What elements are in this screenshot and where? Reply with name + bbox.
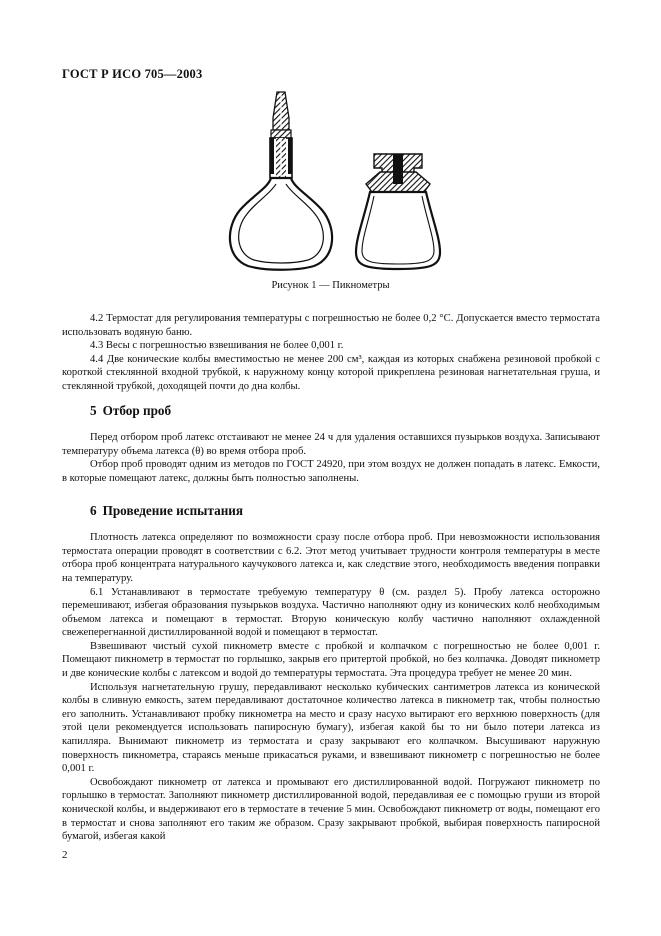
paragraph: Отбор проб проводят одним из методов по ГОСТ 24920, при этом воздух не должен попадать в латекс. Емкости, в которые помещают латекс, должны быть полностью заполнены.	[62, 459, 600, 484]
paragraph: Перед отбором проб латекс отстаивают не менее 24 ч для удаления оставшихся пузырьков воздуха. Записывают температуру объема латекса (θ) во время отбора проб.	[62, 432, 600, 457]
paragraph-6-1: 6.1 Устанавливают в термостате требуемую температуру θ (см. раздел 5). Пробу латекса осторожно перемешивают, избегая образования пузырьков воздуха. Частично наполняют одну из конических колб необходимым объемом латекса и помещают в термостат. Вторую коническую колбу частично наполняют охлажденной свежеперегнанной дистиллированной водой и помещают в термостат.	[62, 586, 600, 639]
paragraph: Используя нагнетательную грушу, передавливают несколько кубических сантиметров латекса из конической колбы в сливную емкость, затем передавливают достаточное количество латекса в пикнометр так, чтобы полностью его заполнить. Устанавливают пробку пикнометра на место и сразу насухо вытирают его верхнюю поверхность (для этой цели рекомендуется использовать папиросную бумагу), избегая какой бы то ни было потери латекса из капилляра. Вынимают пикнометр из термостата и сразу закрывают его колпачком. Высушивают наружную поверхность пикнометра, стараясь меньше прикасаться руками, и взвешивают пикнометр с погрешностью не более 0,001 г.	[62, 681, 600, 775]
section-heading-6	[90, 504, 600, 518]
paragraph-4-3: 4.3 Весы с погрешностью взвешивания не более 0,001 г.	[90, 340, 344, 352]
section-number: 6	[90, 502, 97, 518]
figure-pycnometers	[0, 88, 661, 273]
section-number: 5	[90, 402, 97, 418]
paragraph: Плотность латекса определяют по возможности сразу после отбора проб. При невозможности использования термостата операции проводят в соответствии с 6.2. Этот метод учитывает трудности контроля температуры в месте отбора проб концентрата натурального каучукового латекса и, как следствие этого, необходимость введения поправки на температуру.	[62, 532, 600, 584]
section-title: Проведение испытания	[102, 502, 244, 518]
pycnometer-with-capillary-stopper-icon	[230, 92, 332, 270]
paragraph: Взвешивают чистый сухой пикнометр вместе с пробкой и колпачком с погрешностью не более 0,001 г. Помещают пикнометр в термостат по горлышко, закрыв его притертой пробкой, но без колпачка. Доводят пикнометр и две конические колбы с латексом и водой до температуры термостата. Эта процедура требует не менее 20 мин.	[62, 640, 600, 680]
figure-caption: Рисунок 1 — Пикнометры	[271, 280, 390, 291]
paragraph: Освобождают пикнометр от латекса и промывают его дистиллированной водой. Погружают пикнометр по горлышко в термостат. Заполняют пикнометр дистиллированной водой, передавливая ее с помощью груши из второй конической колбы, и выдерживают его в термостате в течение 5 мин. Освобождают пикнометр от воды, помещают его в термостат и снова заполняют его таким же образом. Сразу закрывают пробкой, выбирая поверхность папиросной бумагой, избегая какой	[62, 776, 600, 843]
pycnometer-with-cap-icon	[356, 154, 440, 269]
section-title: Отбор проб	[102, 402, 172, 418]
figure-drawing	[0, 88, 661, 273]
paragraph-4-4: 4.4 Две конические колбы вместимостью не менее 200 см³, каждая из которых снабжена резиновой пробкой с короткой стеклянной входной трубкой, к наружному концу которой прикреплена резиновая нагнетательная груша, и стеклянной трубкой, доходящей почти до дна колбы.	[62, 353, 600, 392]
section-heading-5	[90, 404, 600, 418]
page-header: ГОСТ Р ИСО 705—2003	[62, 67, 203, 81]
page-content	[62, 312, 600, 844]
page-number: 2	[62, 849, 68, 861]
paragraph-4-2: 4.2 Термостат для регулирования температуры с погрешностью не более 0,2 °С. Допускается вместо термостата использовать водяную баню.	[62, 313, 600, 338]
